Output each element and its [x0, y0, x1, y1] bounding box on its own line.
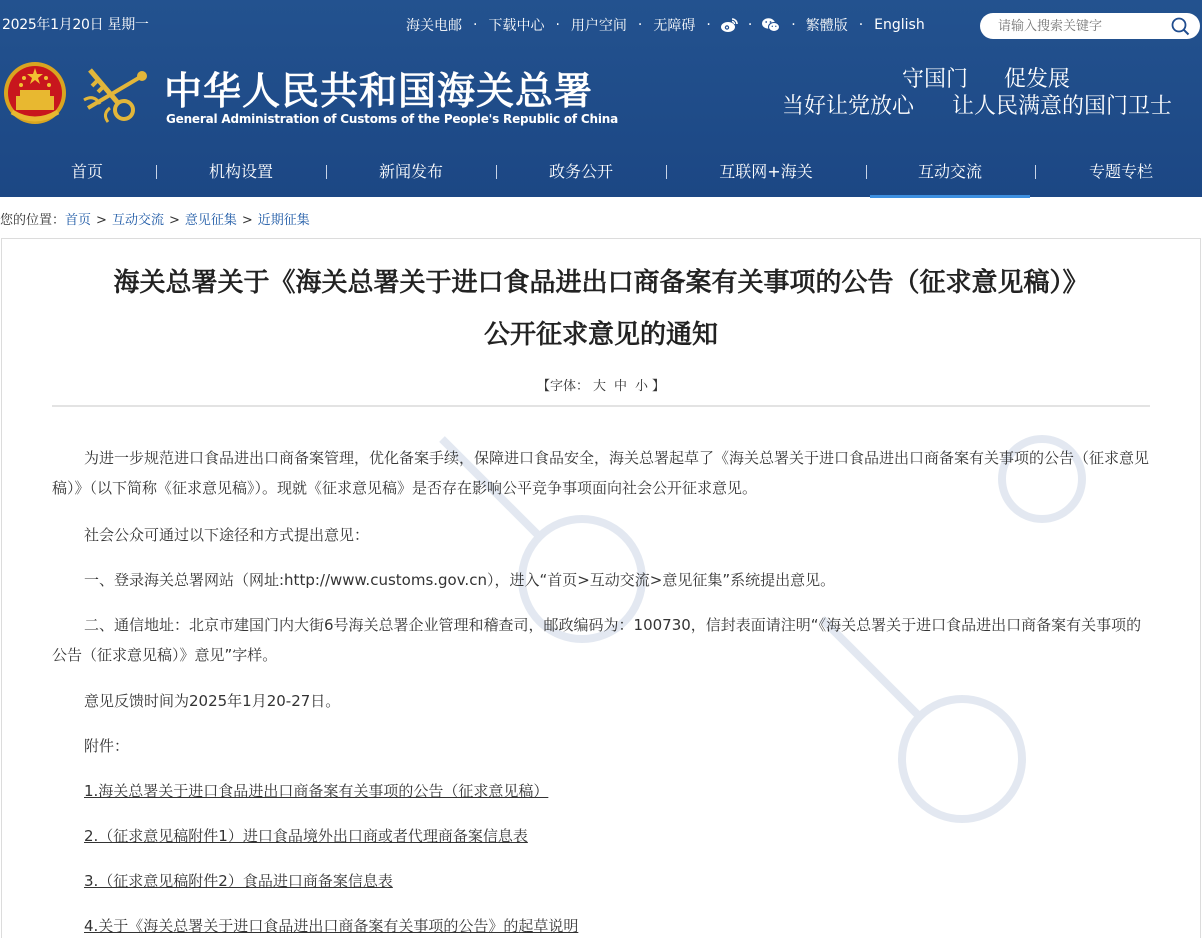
separator-dot: · — [473, 17, 478, 33]
paragraph: 附件： — [84, 737, 130, 755]
breadcrumb-separator: > — [96, 213, 107, 228]
nav-home[interactable]: 首页 — [70, 162, 103, 181]
download-center-link[interactable]: 下载中心 — [488, 18, 545, 34]
slogan-text: 当好让党放心 — [782, 94, 915, 119]
attachment-link-1[interactable]: 1.海关总署关于进口食品进出口商备案有关事项的公告（征求意见稿） — [84, 782, 549, 800]
attachment-link-3[interactable]: 3.（征求意见稿附件2）食品进口商备案信息表 — [84, 872, 393, 890]
search-icon[interactable] — [1170, 16, 1192, 36]
breadcrumb — [0, 209, 310, 228]
nav-separator — [156, 165, 157, 179]
slogan-text: 促发展 — [1004, 67, 1071, 92]
article-title-line-2: 公开征求意见的通知 — [483, 320, 718, 350]
nav-special-topics[interactable]: 专题专栏 — [1088, 162, 1153, 181]
paragraph: 二、通信地址：北京市建国门内大街6号海关总署企业管理和稽查司，邮政编码为：100730，信封表面请注明“《海关总署关于进口食品进出口商备案有关事项的公告（征求意见稿）》意见”字样。 — [52, 616, 1142, 664]
search-input[interactable] — [998, 16, 1168, 36]
paragraph: 社会公众可通过以下途径和方式提出意见： — [84, 526, 370, 544]
separator-dot: · — [791, 17, 796, 33]
font-size-medium[interactable]: 中 — [613, 379, 627, 394]
search-box — [980, 13, 1200, 39]
separator-dot: · — [706, 17, 711, 33]
nav-organization[interactable]: 机构设置 — [208, 162, 273, 181]
traditional-chinese-link[interactable]: 繁體版 — [805, 18, 848, 34]
font-size-selector — [2, 375, 1200, 394]
separator-dot: · — [555, 17, 560, 33]
nav-separator — [326, 165, 327, 179]
breadcrumb-separator: > — [241, 213, 253, 228]
slogan-text: 让人民满意的国门卫士 — [952, 94, 1173, 119]
breadcrumb-home[interactable]: 首页 — [65, 213, 92, 228]
separator-dot: · — [747, 17, 753, 33]
article-title — [2, 257, 1200, 361]
nav-separator — [666, 165, 667, 179]
font-size-small[interactable]: 小 — [635, 379, 649, 394]
font-size-large[interactable]: 大 — [592, 379, 606, 394]
email-link[interactable]: 海关电邮 — [406, 18, 462, 34]
top-bar — [0, 0, 1202, 50]
english-link[interactable]: English — [874, 17, 925, 33]
top-links — [406, 14, 925, 36]
paragraph: 意见反馈时间为2025年1月20-27日。 — [84, 692, 341, 710]
site-subtitle: General Administration of Customs of the People's Republic of China — [166, 112, 618, 126]
national-emblem-icon — [2, 60, 68, 130]
title-divider — [52, 405, 1150, 407]
separator-dot: · — [637, 17, 643, 33]
breadcrumb-label: 您的位置： — [0, 213, 66, 228]
accessibility-link[interactable]: 无障碍 — [653, 18, 696, 34]
main-nav — [0, 148, 1202, 198]
nav-government-affairs[interactable]: 政务公开 — [548, 162, 613, 181]
breadcrumb-recent[interactable]: 近期征集 — [257, 213, 310, 228]
site-header — [0, 0, 1202, 197]
nav-separator — [496, 165, 497, 179]
font-size-prefix: 【字体： — [536, 379, 589, 394]
attachment-link-4[interactable]: 4.关于《海关总署关于进口食品进出口商备案有关事项的公告》的起草说明 — [84, 917, 579, 935]
paragraph: 一、登录海关总署网站（网址:http://www.customs.gov.cn），进入“首页>互动交流>意见征集”系统提出意见。 — [84, 571, 836, 589]
breadcrumb-solicitation[interactable]: 意见征集 — [184, 213, 237, 228]
separator-dot: · — [858, 17, 864, 33]
current-date: 2025年1月20日 星期一 — [2, 17, 149, 33]
article-title-line-1: 海关总署关于《海关总署关于进口食品进出口商备案有关事项的公告（征求意见稿）》 — [113, 268, 1089, 298]
paragraph: 为进一步规范进口食品进出口商备案管理，优化备案手续，保障进口食品安全，海关总署起草了《海关总署关于进口食品进出口商备案有关事项的公告（征求意见稿）》（以下简称《征求意见稿》）。现就《征求意见稿》是否存在影响公平竞争事项面向社会公开征求意见。 — [52, 449, 1150, 497]
nav-internet-customs[interactable]: 互联网+海关 — [719, 162, 813, 181]
wechat-icon[interactable] — [761, 15, 781, 35]
breadcrumb-separator: > — [168, 213, 180, 228]
customs-logo-icon — [80, 60, 152, 132]
article-panel — [1, 238, 1201, 938]
slogan-line-2 — [782, 89, 1172, 120]
slogan-text: 守国门 — [902, 67, 969, 92]
nav-separator — [1035, 165, 1036, 179]
nav-interaction[interactable]: 互动交流 — [870, 148, 1030, 198]
site-title: 中华人民共和国海关总署 — [164, 68, 594, 113]
nav-news[interactable]: 新闻发布 — [378, 162, 443, 181]
weibo-icon[interactable] — [719, 15, 739, 35]
nav-separator — [866, 165, 867, 179]
user-space-link[interactable]: 用户空间 — [570, 18, 627, 34]
font-size-suffix: 】 — [652, 379, 666, 394]
breadcrumb-interaction[interactable]: 互动交流 — [111, 213, 164, 228]
attachment-link-2[interactable]: 2.（征求意见稿附件1）进口食品境外出口商或者代理商备案信息表 — [84, 827, 528, 845]
